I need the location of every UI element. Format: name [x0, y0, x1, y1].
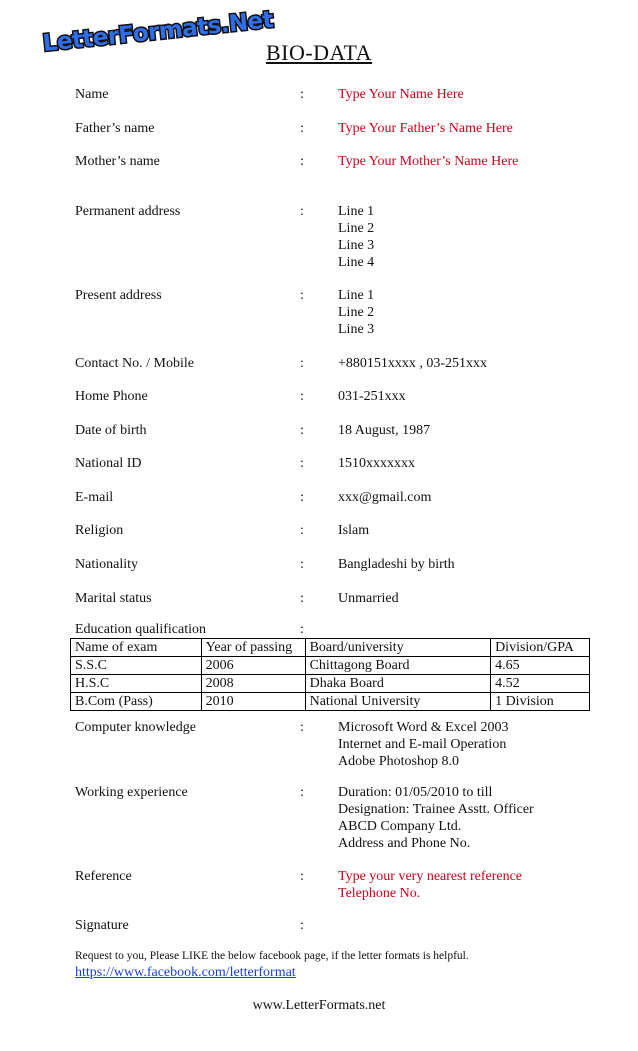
field-colon: :: [300, 121, 304, 136]
table-cell: 2006: [201, 657, 305, 675]
field-value-line: +880151xxxx , 03-251xxx: [338, 356, 488, 371]
field-label: Marital status: [75, 591, 152, 606]
field-value: [338, 388, 406, 405]
field-value-line: ABCD Company Ltd.: [338, 819, 462, 834]
field-value: [338, 868, 522, 902]
field-value-line: Telephone No.: [338, 886, 421, 901]
field-value-line: xxx@gmail.com: [338, 490, 432, 505]
field-label: Permanent address: [75, 204, 181, 219]
field-value-line: Line 4: [338, 255, 375, 270]
table-header-cell: Year of passing: [201, 639, 305, 657]
field-label: Religion: [75, 523, 124, 538]
table-cell: 1 Division: [491, 693, 590, 711]
field-label: Working experience: [75, 785, 188, 800]
field-value: [338, 86, 464, 103]
field-value-line: Address and Phone No.: [338, 836, 471, 851]
table-cell: Chittagong Board: [305, 657, 490, 675]
field-colon: :: [300, 288, 304, 303]
field-value-line: Line 3: [338, 238, 375, 253]
field-value-line: Line 3: [338, 322, 375, 337]
field-value: [338, 455, 415, 472]
field-value-line: Type Your Name Here: [338, 87, 464, 102]
field-value: [338, 489, 431, 506]
field-colon: :: [300, 869, 304, 884]
field-value-line: Internet and E-mail Operation: [338, 737, 507, 752]
field-value: [338, 355, 487, 372]
field-value-line: Line 2: [338, 305, 375, 320]
field-value-line: Microsoft Word & Excel 2003: [338, 720, 509, 735]
table-row: [71, 675, 590, 693]
field-colon: :: [300, 87, 304, 102]
field-label: Signature: [75, 918, 129, 933]
table-cell: 2008: [201, 675, 305, 693]
table-cell: B.Com (Pass): [71, 693, 202, 711]
field-colon: :: [300, 389, 304, 404]
table-header-cell: Division/GPA: [491, 639, 590, 657]
education-table: [70, 638, 590, 711]
field-label: Home Phone: [75, 389, 148, 404]
table-cell: S.S.C: [71, 657, 202, 675]
field-label: Name: [75, 87, 109, 102]
request-note: Request to you, Please LIKE the below facebook page, if the letter formats is helpful.: [75, 950, 469, 962]
field-colon: :: [300, 918, 304, 933]
field-value: [338, 522, 369, 539]
field-value-line: Designation: Trainee Asstt. Officer: [338, 802, 534, 817]
field-label: Reference: [75, 869, 132, 884]
field-value: [338, 120, 513, 137]
field-label: E-mail: [75, 490, 114, 505]
field-value-line: Line 1: [338, 288, 375, 303]
field-value-line: Line 2: [338, 221, 375, 236]
field-colon: :: [300, 785, 304, 800]
table-cell: Dhaka Board: [305, 675, 490, 693]
field-colon: :: [300, 490, 304, 505]
field-colon: :: [300, 204, 304, 219]
field-colon: :: [300, 423, 304, 438]
field-colon: :: [300, 456, 304, 471]
page-title: BIO-DATA: [265, 40, 373, 65]
field-value-line: Unmarried: [338, 591, 399, 606]
field-label: Computer knowledge: [75, 720, 196, 735]
field-label: Contact No. / Mobile: [75, 356, 194, 371]
field-colon: :: [300, 591, 304, 606]
field-label: Nationality: [75, 557, 138, 572]
field-colon: :: [300, 720, 304, 735]
field-colon: :: [300, 557, 304, 572]
field-value-line: Adobe Photoshop 8.0: [338, 754, 459, 769]
field-value: [338, 203, 374, 271]
field-value-line: Type your very nearest reference: [338, 869, 523, 884]
field-label: Mother’s name: [75, 154, 160, 169]
table-cell: 4.65: [491, 657, 590, 675]
field-value: [338, 719, 508, 770]
table-header-row: [71, 639, 590, 657]
field-label: Father’s name: [75, 121, 155, 136]
table-cell: H.S.C: [71, 675, 202, 693]
table-row: [71, 657, 590, 675]
field-value-line: Bangladeshi by birth: [338, 557, 455, 572]
table-cell: 4.52: [491, 675, 590, 693]
field-value-line: Islam: [338, 523, 370, 538]
field-colon: :: [300, 154, 304, 169]
field-value: [338, 590, 399, 607]
field-value-line: 1510xxxxxxx: [338, 456, 415, 471]
field-value-line: Duration: 01/05/2010 to till: [338, 785, 493, 800]
field-value: [338, 287, 374, 338]
field-value-line: Type Your Father’s Name Here: [338, 121, 513, 136]
field-value-line: Type Your Mother’s Name Here: [338, 154, 519, 169]
table-cell: National University: [305, 693, 490, 711]
field-value-line: 031-251xxx: [338, 389, 406, 404]
field-label: National ID: [75, 456, 142, 471]
field-value: [338, 784, 534, 852]
field-label: Date of birth: [75, 423, 147, 438]
facebook-link[interactable]: https://www.facebook.com/letterformat: [75, 965, 296, 980]
table-cell: 2010: [201, 693, 305, 711]
field-label: Education qualification: [75, 622, 207, 637]
table-row: [71, 693, 590, 711]
table-header-cell: Name of exam: [71, 639, 202, 657]
footer-website: www.LetterFormats.net: [252, 998, 386, 1013]
field-colon: :: [300, 622, 304, 637]
field-value: [338, 556, 455, 573]
field-value: [338, 153, 518, 170]
field-value-line: 18 August, 1987: [338, 423, 431, 438]
field-value-line: Line 1: [338, 204, 375, 219]
field-value: [338, 422, 430, 439]
field-label: Present address: [75, 288, 162, 303]
svg-text:LetterFormats.Net: LetterFormats.Net: [41, 6, 275, 58]
field-colon: :: [300, 356, 304, 371]
field-colon: :: [300, 523, 304, 538]
table-header-cell: Board/university: [305, 639, 490, 657]
